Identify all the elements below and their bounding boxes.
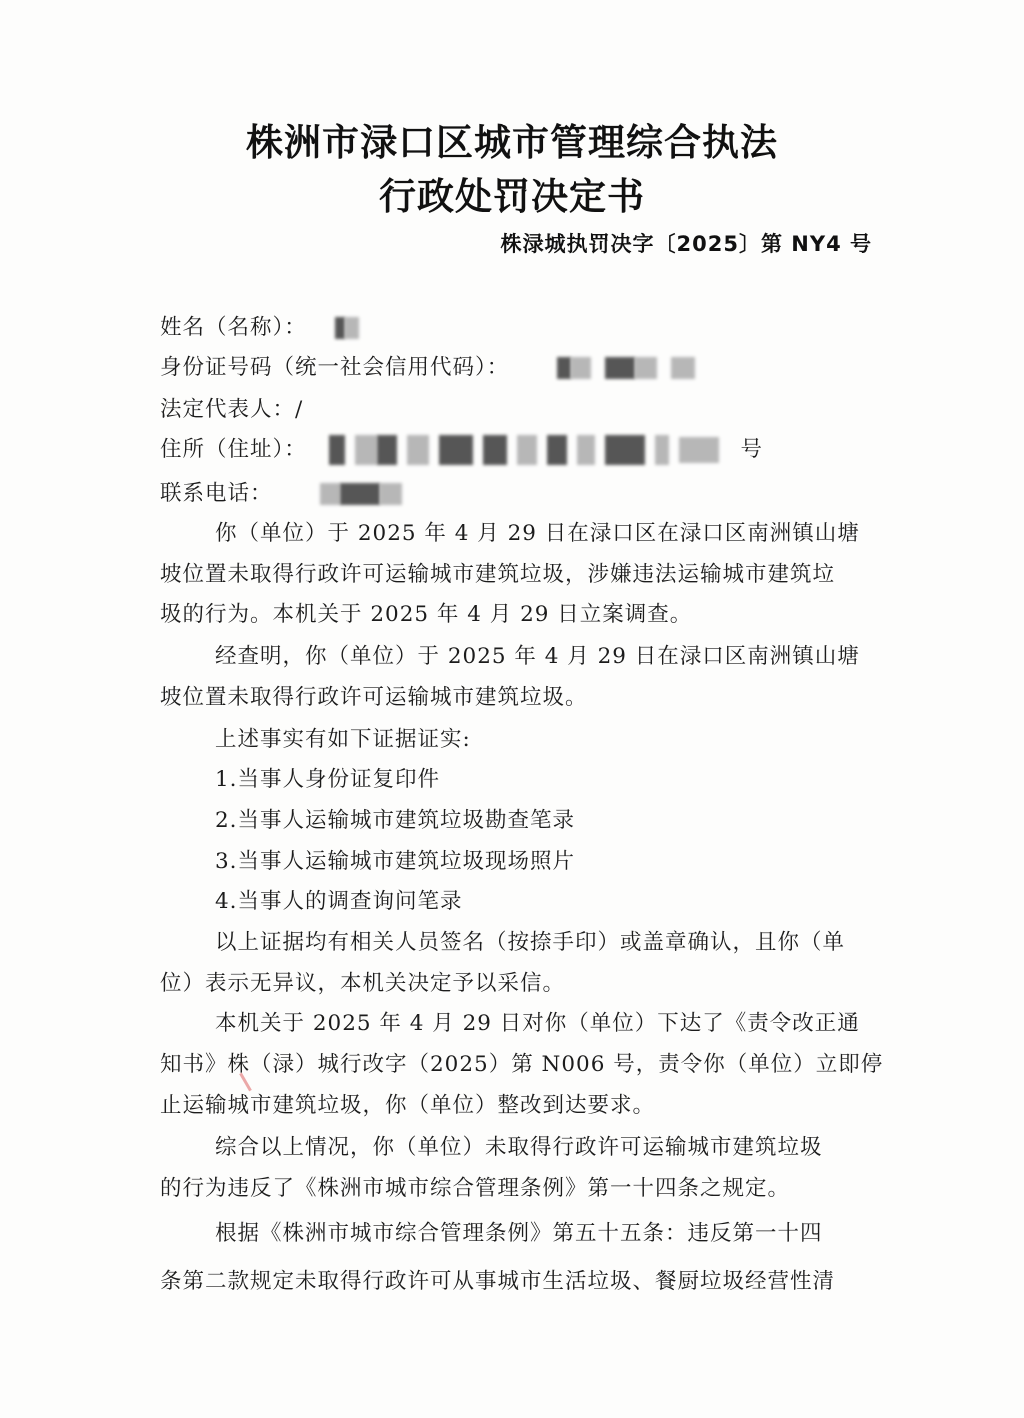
redacted-address-8 bbox=[547, 435, 567, 465]
legal-rep-label: 法定代表人：/ bbox=[160, 397, 304, 422]
paragraph-line: 的行为违反了《株洲市城市综合管理条例》第一十四条之规定。 bbox=[160, 1176, 791, 1201]
evidence-item-4: 4.当事人的调查询问笔录 bbox=[215, 889, 463, 914]
redacted-id-4 bbox=[635, 357, 657, 379]
evidence-item-1: 1.当事人身份证复印件 bbox=[215, 767, 441, 792]
redacted-phone-1 bbox=[320, 483, 340, 505]
address-label: 住所（住址）： bbox=[160, 437, 307, 462]
paragraph-line: 止运输城市建筑垃圾，你（单位）整改到达要求。 bbox=[160, 1093, 656, 1118]
legal-rep-row bbox=[160, 392, 880, 423]
redacted-name-tail bbox=[345, 317, 359, 339]
phone-label: 联系电话： bbox=[160, 481, 273, 506]
redacted-address-11 bbox=[655, 435, 669, 465]
evidence-item-3: 3.当事人运输城市建筑垃圾现场照片 bbox=[215, 849, 576, 874]
redacted-id-5 bbox=[671, 357, 695, 379]
redacted-address-5 bbox=[439, 435, 473, 465]
paragraph-line: 你（单位）于 2025 年 4 月 29 日在渌口区在渌口区南洲镇山塘 bbox=[215, 521, 860, 546]
redacted-address-6 bbox=[483, 435, 507, 465]
redacted-address-4 bbox=[407, 435, 429, 465]
paragraph-line: 位）表示无异议，本机关决定予以采信。 bbox=[160, 971, 566, 996]
name-label: 姓名（名称）： bbox=[160, 315, 307, 340]
paragraph-line: 知书》株（渌）城行改字（2025）第 N006 号，责令你（单位）立即停 bbox=[160, 1052, 884, 1077]
paragraph-line: 综合以上情况，你（单位）未取得行政许可运输城市建筑垃圾 bbox=[215, 1135, 823, 1160]
document-title-line1: 株洲市渌口区城市管理综合执法 bbox=[246, 121, 778, 164]
id-row bbox=[160, 350, 880, 381]
evidence-heading: 上述事实有如下证据证实: bbox=[215, 727, 471, 752]
redacted-id-3 bbox=[605, 357, 635, 379]
redacted-phone-2 bbox=[340, 483, 380, 505]
paragraph-line: 圾的行为。本机关于 2025 年 4 月 29 日立案调查。 bbox=[160, 602, 693, 627]
paragraph-line: 坡位置未取得行政许可运输城市建筑垃圾，涉嫌违法运输城市建筑垃 bbox=[160, 562, 836, 587]
redacted-address-3 bbox=[377, 435, 397, 465]
paragraph-line: 根据《株洲市城市综合管理条例》第五十五条：违反第一十四 bbox=[215, 1221, 823, 1246]
paragraph-line: 本机关于 2025 年 4 月 29 日对你（单位）下达了《责令改正通 bbox=[215, 1011, 860, 1036]
redacted-address-10 bbox=[605, 435, 645, 465]
id-label: 身份证号码（统一社会信用代码）： bbox=[160, 355, 510, 380]
redacted-id-2 bbox=[571, 357, 591, 379]
redacted-id-1 bbox=[557, 357, 571, 379]
paragraph-line: 经查明，你（单位）于 2025 年 4 月 29 日在渌口区南洲镇山塘 bbox=[215, 644, 860, 669]
redacted-address-1 bbox=[329, 435, 345, 465]
phone-row bbox=[160, 476, 880, 507]
redacted-phone-3 bbox=[380, 483, 402, 505]
address-row bbox=[160, 432, 880, 465]
paragraph-line: 条第二款规定未取得行政许可从事城市生活垃圾、餐厨垃圾经营性清 bbox=[160, 1269, 836, 1294]
evidence-item-2: 2.当事人运输城市建筑垃圾勘查笔录 bbox=[215, 808, 576, 833]
redacted-name bbox=[335, 317, 345, 339]
document-title-line2: 行政处罚决定书 bbox=[379, 175, 645, 218]
document-number: 株渌城执罚决字〔2025〕第 NY4 号 bbox=[500, 232, 872, 256]
redacted-address-2 bbox=[355, 435, 377, 465]
redacted-address-12 bbox=[679, 437, 719, 463]
redacted-address-9 bbox=[577, 435, 595, 465]
redacted-address-7 bbox=[517, 435, 537, 465]
paragraph-line: 以上证据均有相关人员签名（按捺手印）或盖章确认，且你（单 bbox=[215, 930, 846, 955]
paragraph-line: 坡位置未取得行政许可运输城市建筑垃圾。 bbox=[160, 685, 588, 710]
name-row bbox=[160, 310, 880, 341]
address-suffix: 号 bbox=[740, 437, 763, 462]
